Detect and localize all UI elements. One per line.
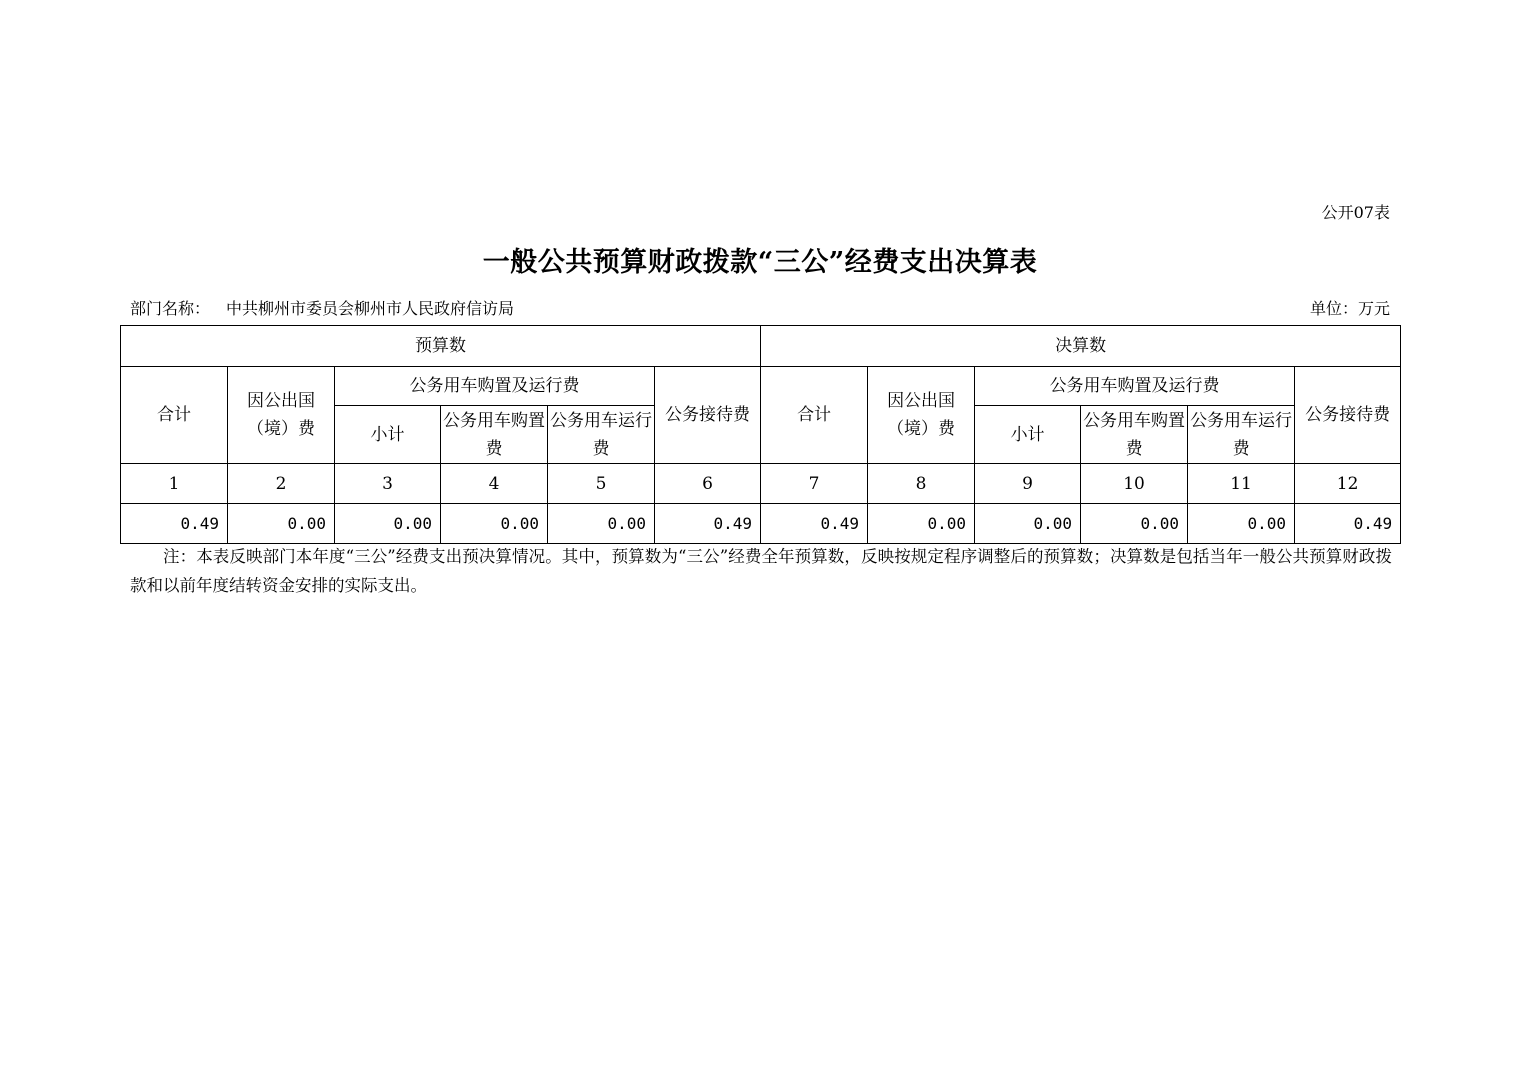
column-number-row bbox=[121, 464, 1401, 504]
final-subtotal-header: 小计 bbox=[975, 406, 1081, 464]
final-vehicle-subtotal-value: 0.00 bbox=[975, 504, 1081, 544]
three-public-expenses-table bbox=[120, 325, 1401, 544]
column-number: 2 bbox=[228, 464, 335, 504]
column-number: 1 bbox=[121, 464, 228, 504]
budget-vehicle-operation-header: 公务用车运行费 bbox=[548, 406, 655, 464]
final-reception-header: 公务接待费 bbox=[1295, 367, 1401, 464]
column-number: 10 bbox=[1081, 464, 1188, 504]
column-number: 11 bbox=[1188, 464, 1295, 504]
budget-vehicle-header: 公务用车购置及运行费 bbox=[335, 367, 655, 406]
footnote: 注：本表反映部门本年度“三公”经费支出预决算情况。其中，预算数为“三公”经费全年预算数，反映按规定程序调整后的预算数；决算数是包括当年一般公共预算财政拨款和以前年度结转资金安排的实际支出。 bbox=[130, 547, 1392, 595]
final-overseas-value: 0.00 bbox=[868, 504, 975, 544]
final-vehicle-header: 公务用车购置及运行费 bbox=[975, 367, 1295, 406]
form-code: 公开07表 bbox=[1321, 203, 1390, 222]
final-total-header: 合计 bbox=[761, 367, 868, 464]
budget-subtotal-header: 小计 bbox=[335, 406, 441, 464]
final-vehicle-operation-header: 公务用车运行费 bbox=[1188, 406, 1295, 464]
budget-reception-value: 0.49 bbox=[655, 504, 761, 544]
final-total-value: 0.49 bbox=[761, 504, 868, 544]
column-number: 7 bbox=[761, 464, 868, 504]
budget-vehicle-purchase-header: 公务用车购置费 bbox=[441, 406, 548, 464]
meta-row bbox=[130, 296, 1390, 319]
column-number: 9 bbox=[975, 464, 1081, 504]
budget-vehicle-purchase-value: 0.00 bbox=[441, 504, 548, 544]
budget-group-header: 预算数 bbox=[121, 326, 761, 367]
budget-vehicle-subtotal-value: 0.00 bbox=[335, 504, 441, 544]
page-title: 一般公共预算财政拨款“三公”经费支出决算表 bbox=[482, 247, 1038, 278]
final-vehicle-operation-value: 0.00 bbox=[1188, 504, 1295, 544]
column-number: 6 bbox=[655, 464, 761, 504]
final-reception-value: 0.49 bbox=[1295, 504, 1401, 544]
budget-overseas-header: 因公出国（境）费 bbox=[228, 367, 335, 464]
column-number: 12 bbox=[1295, 464, 1401, 504]
budget-total-header: 合计 bbox=[121, 367, 228, 464]
column-number: 8 bbox=[868, 464, 975, 504]
column-number: 5 bbox=[548, 464, 655, 504]
final-vehicle-purchase-value: 0.00 bbox=[1081, 504, 1188, 544]
department-label: 部门名称： bbox=[130, 299, 211, 318]
budget-reception-header: 公务接待费 bbox=[655, 367, 761, 464]
department-info bbox=[130, 296, 514, 319]
final-vehicle-purchase-header: 公务用车购置费 bbox=[1081, 406, 1188, 464]
final-group-header: 决算数 bbox=[761, 326, 1401, 367]
unit-label: 单位：万元 bbox=[1309, 299, 1390, 318]
column-number: 3 bbox=[335, 464, 441, 504]
budget-vehicle-operation-value: 0.00 bbox=[548, 504, 655, 544]
department-name: 中共柳州市委员会柳州市人民政府信访局 bbox=[226, 299, 515, 318]
value-row bbox=[121, 504, 1401, 544]
budget-total-value: 0.49 bbox=[121, 504, 228, 544]
budget-overseas-value: 0.00 bbox=[228, 504, 335, 544]
final-overseas-header: 因公出国（境）费 bbox=[868, 367, 975, 464]
column-number: 4 bbox=[441, 464, 548, 504]
